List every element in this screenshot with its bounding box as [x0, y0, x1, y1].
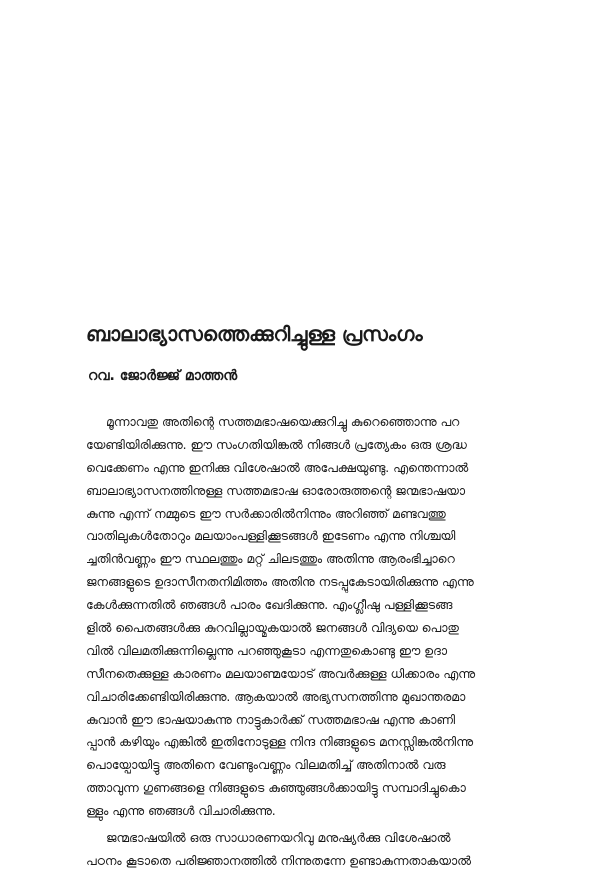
text-line: ജനങ്ങളുടെ ഉദാസീനതനിമിത്തം അതിനു നടപ്പുകേടായിരിക്കുന്നു എന്നു	[86, 574, 474, 590]
author-name: റവ. ജോർജ്ജ് മാത്തൻ	[88, 368, 238, 384]
paragraph-1	[86, 411, 524, 823]
text-line: വെക്കേണം എന്നു ഇനിക്കു വിശേഷാൽ അപേക്ഷയുണ്ടു. എന്തെന്നാൽ	[86, 459, 469, 475]
body-text	[86, 411, 524, 873]
text-line: വിൽ വിലമതിക്കുന്നില്ലെന്നു പറഞ്ഞുകൂടാ എന്നതുകൊണ്ടു ഈ ഉദാ	[86, 642, 447, 658]
text-line: കുവാൻ ഈ ഭാഷയാകുന്നു നാട്ടുകാർക്ക് സത്തമഭാഷ എന്നു കാണി	[86, 711, 456, 727]
text-line: ള്ളും എന്നു ഞങ്ങൾ വിചാരിക്കുന്നു.	[86, 803, 276, 819]
text-line: സീനതെക്കുള്ള കാരണം മലയാണ്മയോട് അവർക്കുള്ള ധിക്കാരം എന്നു	[86, 665, 475, 681]
text-line: ച്ചതിൻവണ്ണം ഈ സ്ഥലത്തും മറ്റ് ചിലടത്തും അതിന്നു ആരംഭിച്ചാറെ	[86, 551, 455, 567]
text-line: കേൾക്കുന്നതിൽ ഞങ്ങൾ പാരം ഖേദിക്കുന്നു. എംഗ്ലീഷു പള്ളിക്കൂടങ്ങ	[86, 597, 453, 613]
text-line: പ്പാൻ കഴിയും എങ്കിൽ ഇതിനോടുള്ള നിന്ദ നിങ്ങളുടെ മനസ്സിങ്കൽനിന്നു	[86, 734, 473, 750]
text-line: മൂന്നാവതു അതിന്റെ സത്തമഭാഷയെക്കുറിച്ചു കുറെഞ്ഞൊന്നു പറ	[106, 414, 460, 429]
text-line: ളിൽ പൈതങ്ങൾക്കു കുറവില്ലായ്മകയാൽ ജനങ്ങൾ വിദ്യയെ പൊതു	[86, 620, 459, 636]
text-line: പഠനം കൂടാതെ പരിജ്ഞാനത്തിൽ നിന്നുതന്നേ ഉണ്ടാകുന്നതാകയാൽ	[86, 852, 471, 868]
text-line: കുന്നു എന്ന് നമ്മുടെ ഈ സർക്കാരിൽനിന്നും അറിഞ്ഞ് മണ്ടവത്തു	[86, 505, 446, 521]
page-title: ബാലാഭ്യാസത്തെക്കുറിച്ചുള്ള പ്രസംഗം	[86, 322, 423, 346]
text-line: വാതിലുകൾതോറും മലയാംപള്ളിക്കൂടങ്ങൾ ഇടേണം എന്നു നിശ്ചയി	[86, 528, 456, 544]
text-line: ത്താവുന്ന ഗുണങ്ങളെ നിങ്ങളുടെ കുഞ്ഞുങ്ങൾക്കായിട്ടു സമ്പാദിച്ചുകൊ	[86, 780, 466, 796]
paragraph-2	[86, 827, 524, 873]
text-line: വിചാരിക്കേണ്ടിയിരിക്കുന്നു. ആകയാൽ അഭ്യസനത്തിന്നു മുഖാന്തരമാ	[86, 688, 466, 704]
text-line: ബാലാഭ്യാസനത്തിനുള്ള സത്തമഭാഷ ഓരോരുത്തന്റെ ജന്മഭാഷയാ	[86, 482, 466, 498]
text-line: ജന്മഭാഷയിൽ ഒരു സാധാരണയറിവു മനുഷ്യർക്കു വിശേഷാൽ	[106, 830, 451, 846]
text-line: പൊയ്പോയിട്ടു അതിനെ വേണ്ടുംവണ്ണം വിലമതിച്ച് അതിനാൽ വരു	[86, 757, 446, 773]
text-line: യേണ്ടിയിരിക്കുന്നു. ഈ സംഗതിയിങ്കൽ നിങ്ങൾ പ്രത്യേകം ഒരു ശ്രദ്ധ	[86, 436, 467, 452]
